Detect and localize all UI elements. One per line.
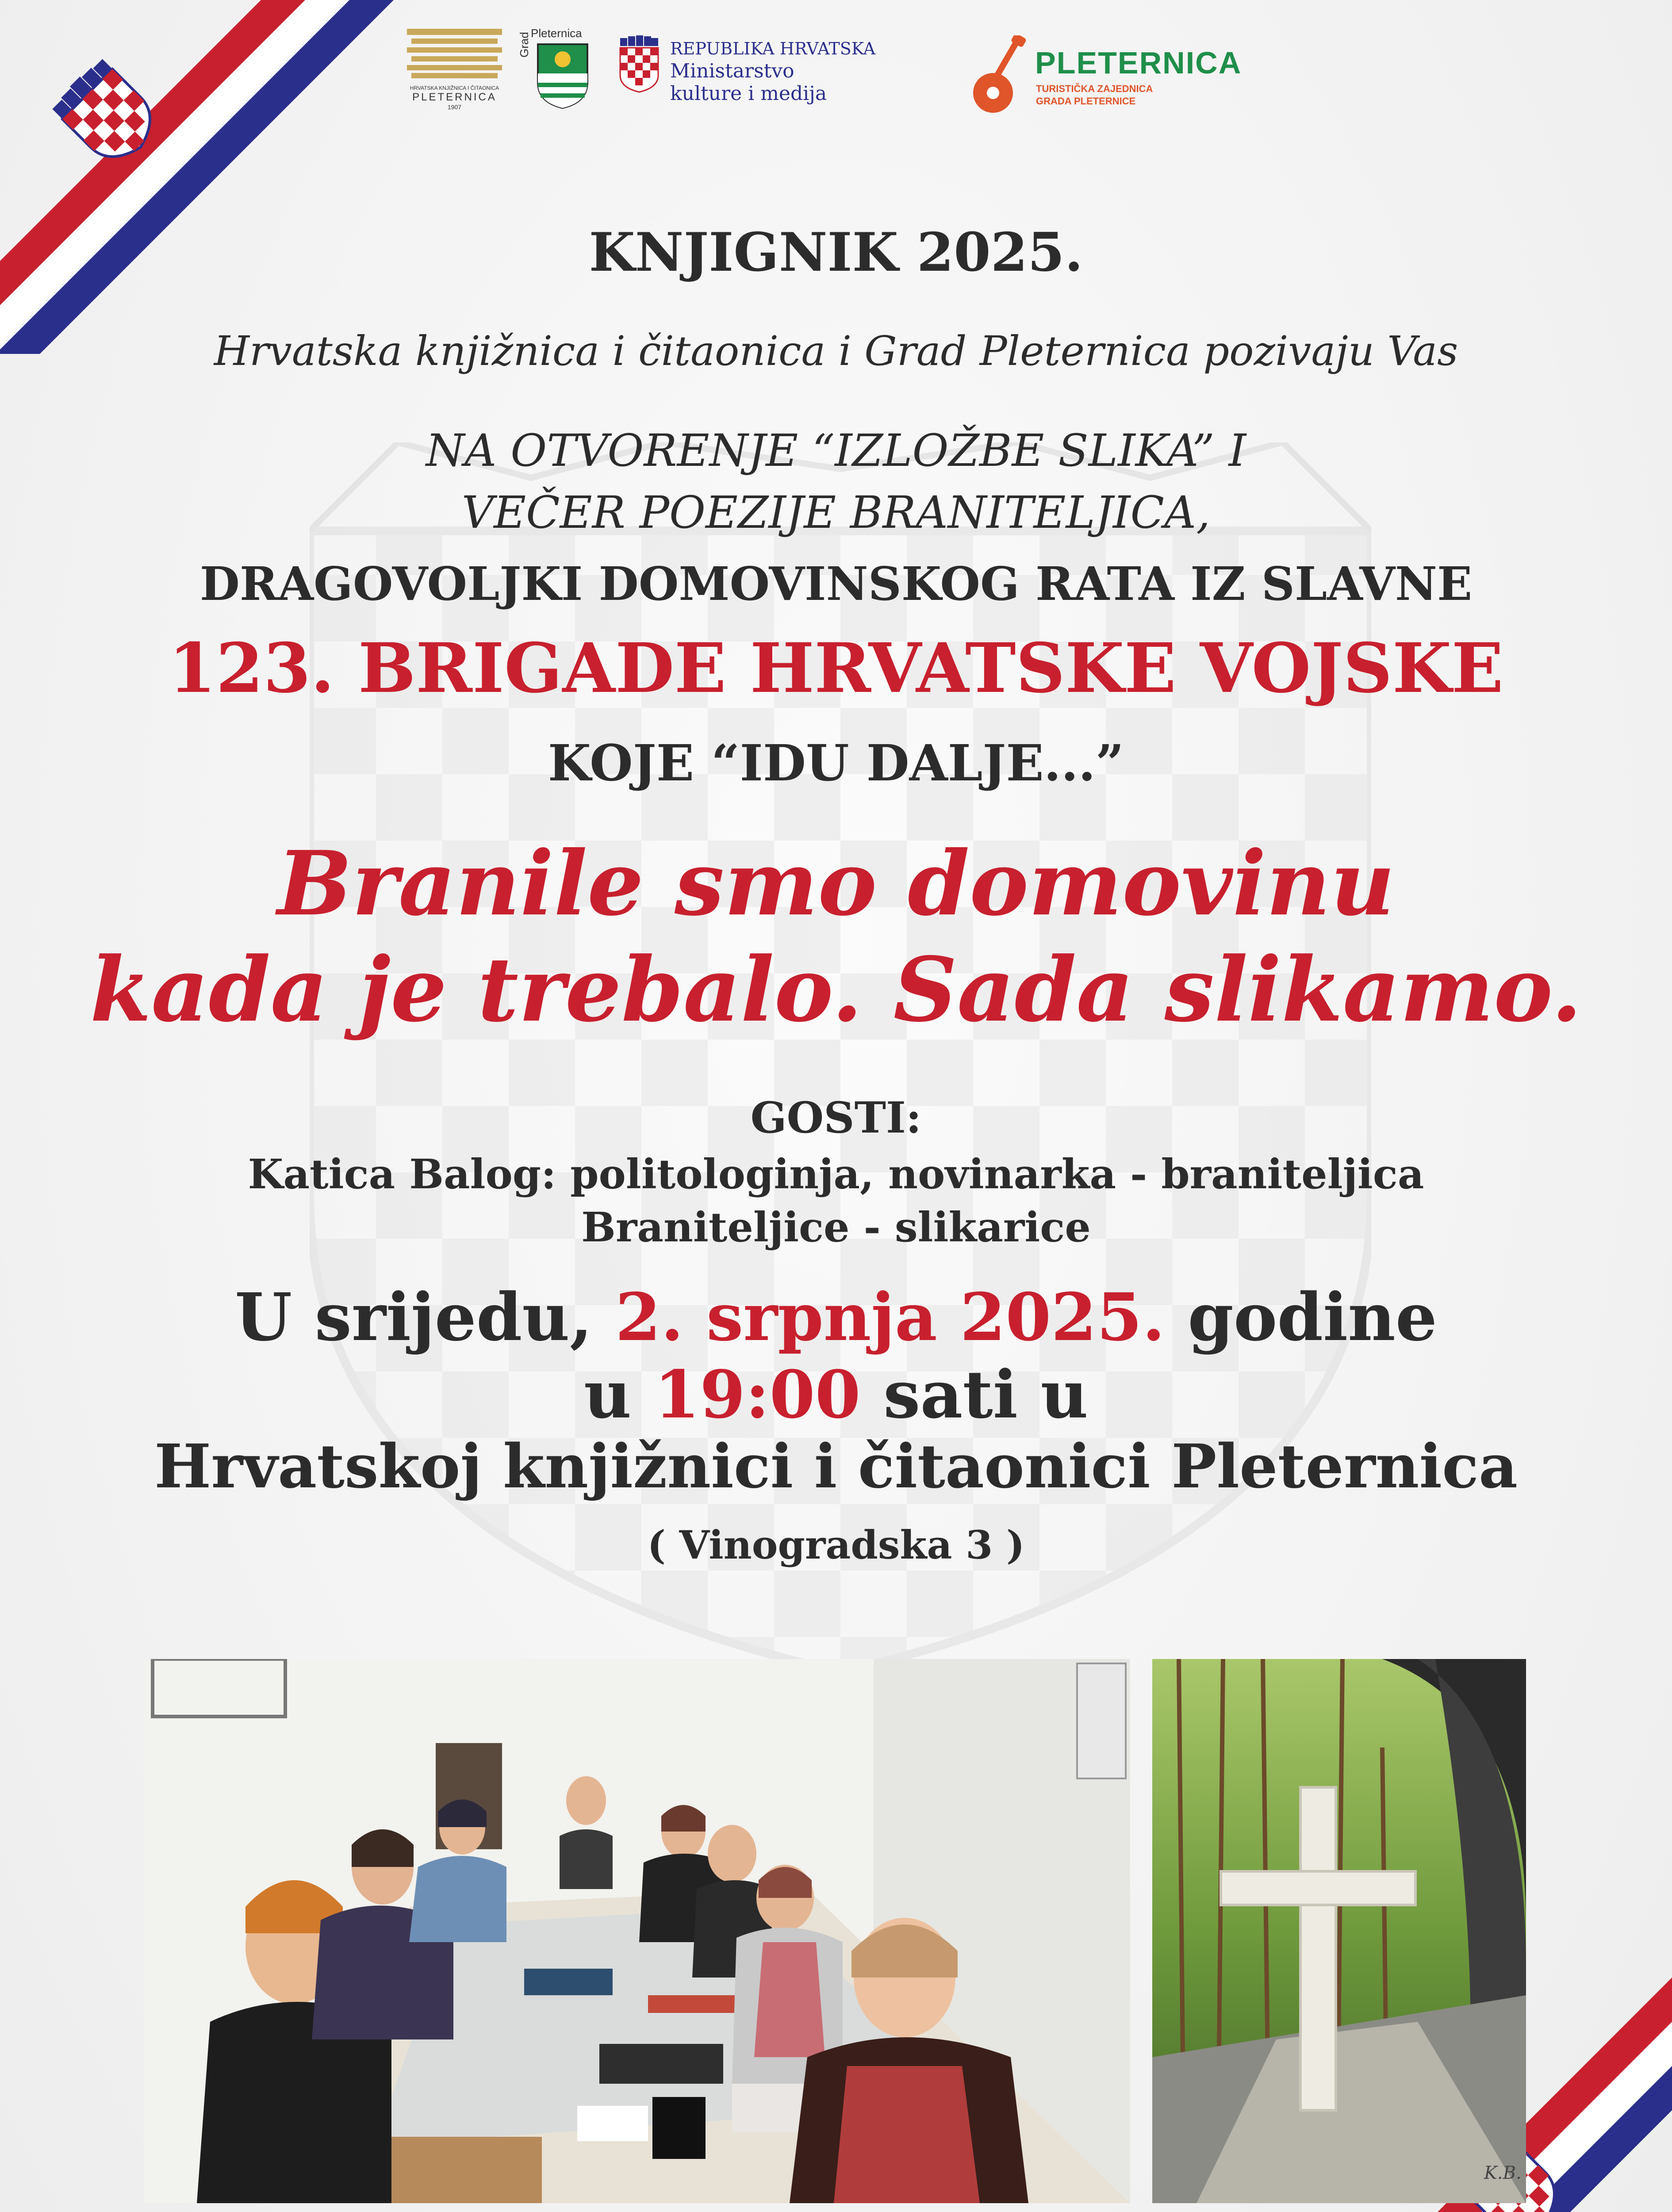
event-line-1: NA OTVORENJE “IZLOŽBE SLIKA” I (426, 425, 1246, 476)
ministry-line2: Ministarstvo (670, 60, 794, 82)
invitation-text: Hrvatska knjižnica i čitaonica i Grad Pleternica pozivaju Vas (214, 327, 1458, 375)
library-logo (407, 29, 502, 117)
event-place: Hrvatskoj knjižnici i čitaonici Pleternica (154, 1431, 1518, 1502)
event-time-line (0, 1356, 1672, 1433)
city-coat-of-arms-icon (536, 42, 589, 109)
date-suffix: godine (1165, 1279, 1437, 1356)
painting-signature: K.B. (1484, 2163, 1522, 2183)
guests-heading: GOSTI: (750, 1093, 922, 1143)
event-line-5: KOJE “IDU DALJE...” (548, 734, 1124, 792)
event-date: 2. srpnja 2025. (615, 1279, 1165, 1356)
tourism-sub1: TURISTIČKA ZAJEDNICA (1036, 83, 1153, 94)
croatian-coat-of-arms-icon (619, 35, 659, 93)
tourism-name: PLETERNICA (1035, 46, 1242, 80)
flag-ribbon-top-left (0, 0, 442, 354)
brigade-heading: 123. BRIGADE HRVATSKE VOJSKE (169, 628, 1503, 708)
time-suffix: sati u (860, 1356, 1089, 1433)
library-building-icon (407, 29, 502, 80)
city-logo (518, 27, 593, 119)
guest-2: Braniteljice - slikarice (581, 1203, 1091, 1251)
library-logo-line1: HRVATSKA KNJIŽNICA I ČITAONICA (410, 85, 499, 91)
tamburica-instrument-icon (969, 35, 1031, 115)
library-logo-line2: PLETERNICA (412, 91, 497, 103)
tourism-sub2: GRADA PLETERNICE (1036, 96, 1136, 107)
event-address: ( Vinogradska 3 ) (647, 1522, 1025, 1568)
photo-painting-workshop (144, 1659, 1130, 2203)
tourism-logo (969, 35, 1278, 124)
ministry-line1: REPUBLIKA HRVATSKA (670, 39, 876, 58)
event-line-3: DRAGOVOLJKI DOMOVINSKOG RATA IZ SLAVNE (199, 557, 1473, 611)
event-time: 19:00 (654, 1356, 861, 1433)
guest-1: Katica Balog: politologinja, novinarka - braniteljica (248, 1150, 1424, 1198)
time-prefix: u (583, 1356, 655, 1433)
page-title: KNJIGNIK 2025. (589, 221, 1083, 284)
painting-cross-in-forest (1152, 1659, 1526, 2203)
city-logo-vertical: Grad (518, 32, 531, 58)
city-logo-name: Pleternica (531, 27, 582, 40)
slogan-line-1: Branile smo domovinu (277, 832, 1395, 936)
library-logo-year: 1907 (447, 104, 462, 111)
event-line-2: VEČER POEZIJE BRANITELJICA, (461, 487, 1211, 538)
ministry-line3: kulture i medija (670, 82, 827, 105)
slogan-line-2: kada je trebalo. Sada slikamo. (90, 938, 1582, 1042)
event-date-line (0, 1279, 1672, 1356)
date-prefix: U srijedu, (235, 1279, 615, 1356)
ministry-logo (619, 35, 973, 119)
